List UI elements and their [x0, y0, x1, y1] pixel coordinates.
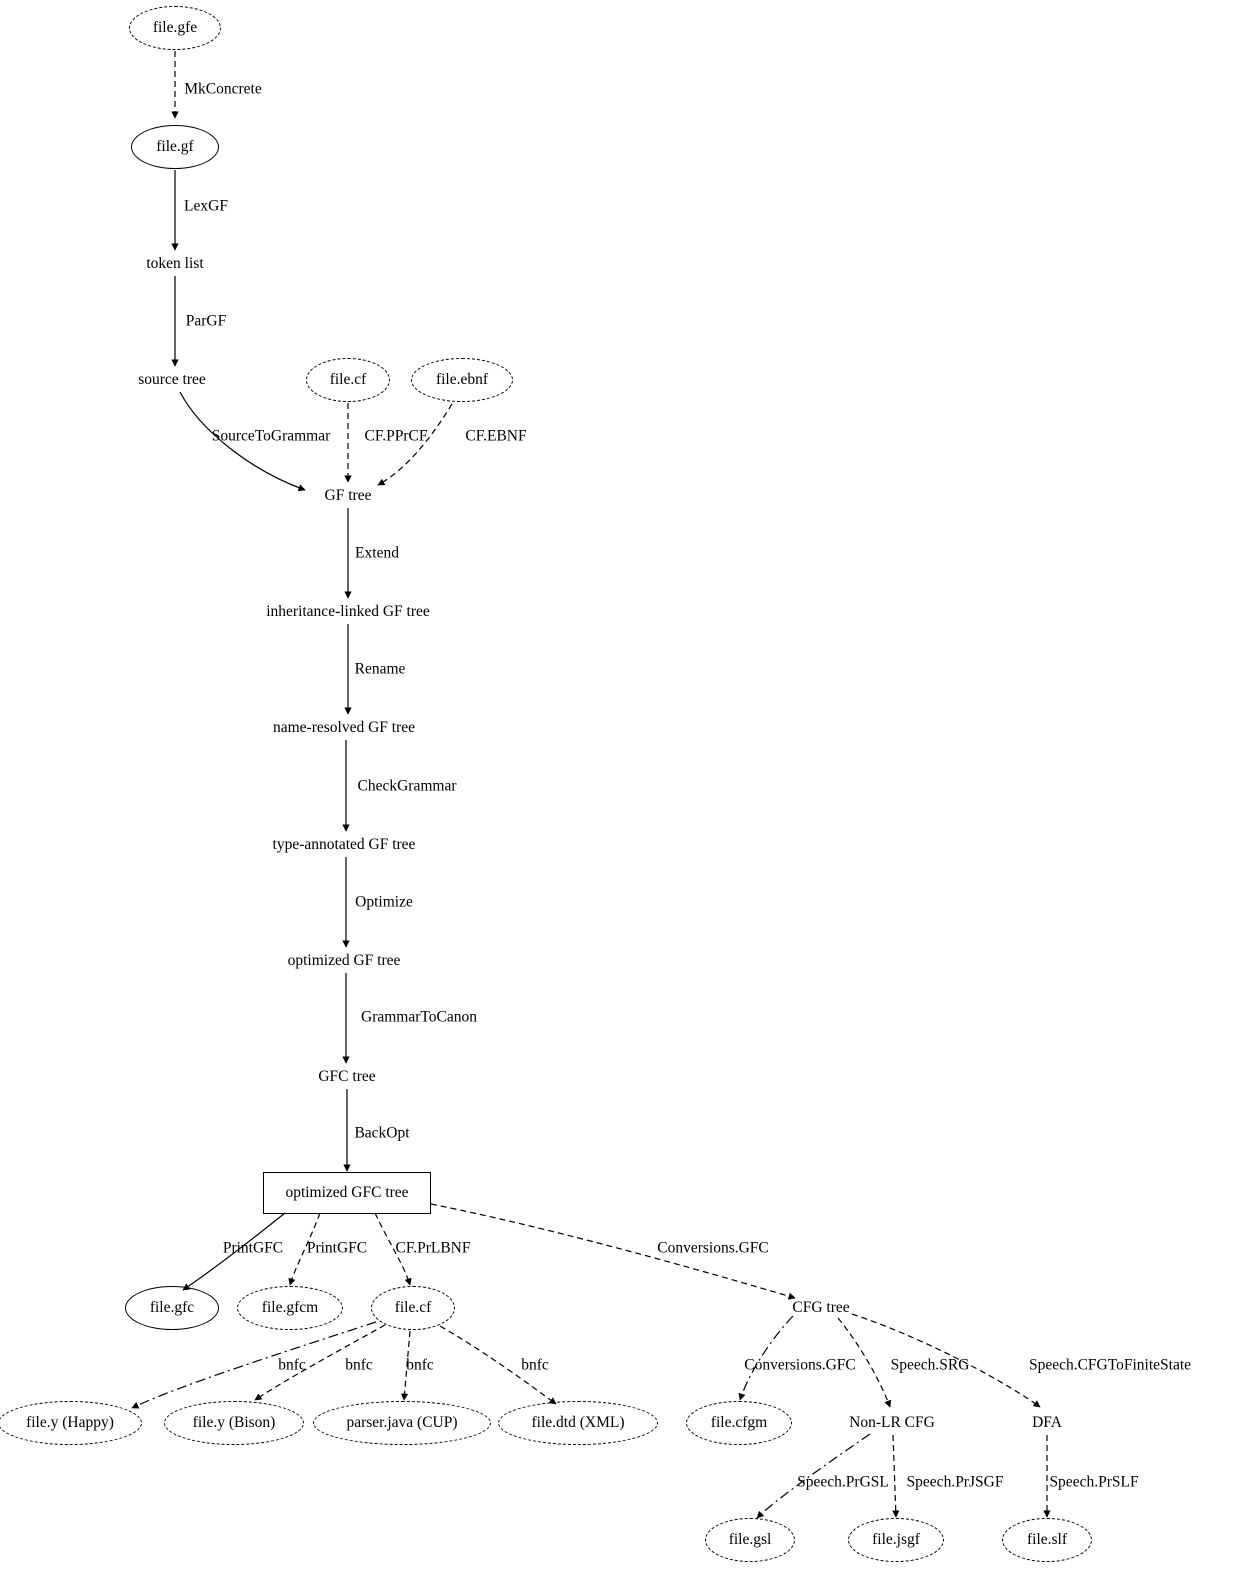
node-label: inheritance-linked GF tree: [266, 603, 430, 621]
node-non-lr-cfg: [837, 1413, 947, 1433]
node-gf-tree: [308, 486, 388, 506]
node-label: file.jsgf: [872, 1531, 920, 1549]
node-label: DFA: [1032, 1414, 1062, 1432]
edge-label-speech-cfgtofinitestate: Speech.CFGToFiniteState: [1028, 1356, 1192, 1374]
node-label: file.cfgm: [710, 1414, 768, 1432]
edge-label-rename: Rename: [354, 660, 406, 678]
edge-label-speech-srg: Speech.SRG: [890, 1356, 970, 1374]
edge-label-extend: Extend: [355, 544, 399, 562]
node-file-gfc[interactable]: [125, 1286, 219, 1330]
node-file-jsgf[interactable]: [848, 1518, 944, 1562]
edge-label-pargf: ParGF: [185, 312, 227, 330]
edge-label-bnfc-3: bnfc: [406, 1356, 434, 1374]
node-label: token list: [146, 255, 204, 273]
edge-label-grammartocanon: GrammarToCanon: [361, 1008, 477, 1026]
edge-label-backopt: BackOpt: [354, 1124, 410, 1142]
edge-label-bnfc-2: bnfc: [345, 1356, 373, 1374]
node-label: file.gfe: [152, 19, 198, 37]
edge-label-lexgf: LexGF: [184, 197, 228, 215]
node-file-gf[interactable]: [131, 125, 219, 169]
node-type-annotated-gf-tree: [251, 835, 437, 855]
node-label: Non-LR CFG: [849, 1414, 935, 1432]
edge-label-cf-prlbnf: CF.PrLBNF: [395, 1239, 471, 1257]
node-label: file.slf: [1026, 1531, 1068, 1549]
node-label: GFC tree: [318, 1068, 376, 1086]
edge-label-speech-prjsgf: Speech.PrJSGF: [906, 1473, 1004, 1491]
edge-label-checkgrammar: CheckGrammar: [357, 777, 457, 795]
node-file-cf-top[interactable]: [306, 358, 390, 402]
node-label: parser.java (CUP): [346, 1414, 458, 1432]
edge-label-mkconcrete: MkConcrete: [184, 80, 262, 98]
node-file-gfcm[interactable]: [237, 1286, 343, 1330]
edge-label-sourcetogrammar: SourceToGrammar: [211, 427, 331, 445]
node-optimized-gf-tree: [268, 951, 420, 971]
node-label: file.gfcm: [261, 1299, 319, 1317]
node-file-slf[interactable]: [1002, 1518, 1092, 1562]
node-label: file.dtd (XML): [531, 1414, 625, 1432]
node-label: file.gf: [156, 138, 194, 156]
node-label: type-annotated GF tree: [272, 836, 416, 854]
node-label: optimized GFC tree: [285, 1184, 409, 1202]
node-label: source tree: [138, 371, 206, 389]
node-file-y-happy[interactable]: [0, 1401, 142, 1445]
node-label: file.y (Bison): [192, 1414, 276, 1432]
node-file-cfgm[interactable]: [686, 1401, 792, 1445]
edge-label-printgfc-1: PrintGFC: [222, 1239, 284, 1257]
node-label: GF tree: [324, 487, 372, 505]
node-name-resolved-gf-tree: [254, 718, 434, 738]
node-label: file.gfc: [149, 1299, 195, 1317]
node-label: file.gsl: [728, 1531, 772, 1549]
edge-label-cf-pprcf: CF.PPrCF: [364, 427, 428, 445]
edge-label-bnfc-4: bnfc: [521, 1356, 549, 1374]
node-label: file.cf: [394, 1299, 432, 1317]
node-file-dtd-xml[interactable]: [498, 1401, 658, 1445]
edge-label-conversions-gfc-2: Conversions.GFC: [744, 1356, 856, 1374]
node-source-tree: [119, 370, 225, 390]
node-cfg-tree: [778, 1298, 864, 1318]
edge-label-bnfc-1: bnfc: [278, 1356, 306, 1374]
node-file-y-bison[interactable]: [164, 1401, 304, 1445]
node-gfc-tree: [304, 1067, 390, 1087]
node-file-gsl[interactable]: [705, 1518, 795, 1562]
node-label: file.cf: [329, 371, 367, 389]
node-file-cf-bottom[interactable]: [371, 1286, 455, 1330]
node-file-ebnf[interactable]: [411, 358, 513, 402]
node-file-gfe[interactable]: [129, 6, 221, 50]
node-label: file.ebnf: [435, 371, 489, 389]
edge-label-optimize: Optimize: [355, 893, 413, 911]
node-dfa: [1023, 1413, 1071, 1433]
edge-label-conversions-gfc-1: Conversions.GFC: [657, 1239, 769, 1257]
node-label: file.y (Happy): [26, 1414, 114, 1432]
node-label: optimized GF tree: [287, 952, 401, 970]
edge-label-speech-prgsl: Speech.PrGSL: [797, 1473, 889, 1491]
edge-label-speech-prslf: Speech.PrSLF: [1049, 1473, 1139, 1491]
node-inheritance-linked-gf-tree: [243, 602, 453, 622]
node-optimized-gfc-tree[interactable]: [263, 1172, 431, 1214]
node-parser-java-cup[interactable]: [313, 1401, 491, 1445]
node-label: name-resolved GF tree: [272, 719, 416, 737]
edge-label-printgfc-2: PrintGFC: [306, 1239, 368, 1257]
node-token-list: [127, 254, 223, 274]
edge-label-cf-ebnf: CF.EBNF: [465, 427, 527, 445]
node-label: CFG tree: [792, 1299, 850, 1317]
